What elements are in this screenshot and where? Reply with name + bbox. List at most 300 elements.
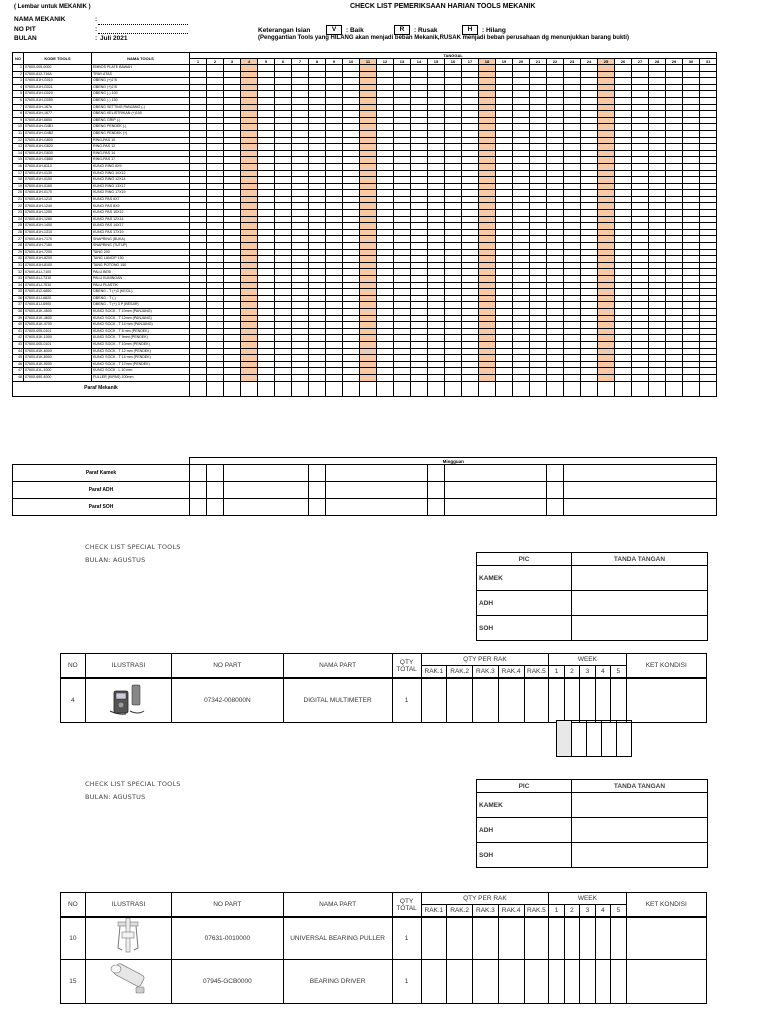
day-check-cell[interactable] <box>700 289 717 296</box>
day-check-cell[interactable] <box>666 256 683 263</box>
day-check-cell[interactable] <box>632 355 649 362</box>
day-check-cell[interactable] <box>513 111 530 118</box>
day-check-cell[interactable] <box>649 322 666 329</box>
day-check-cell[interactable] <box>700 203 717 210</box>
day-check-cell[interactable] <box>224 289 241 296</box>
day-check-cell[interactable] <box>343 269 360 276</box>
rak-cell[interactable] <box>498 917 524 959</box>
day-check-cell[interactable] <box>700 170 717 177</box>
day-check-cell[interactable] <box>547 256 564 263</box>
day-check-cell[interactable] <box>275 183 292 190</box>
week-cell[interactable] <box>595 917 610 959</box>
day-check-cell[interactable] <box>445 137 462 144</box>
day-check-cell[interactable] <box>411 262 428 269</box>
day-check-cell[interactable] <box>258 368 275 375</box>
day-check-cell[interactable] <box>564 177 581 184</box>
day-check-cell[interactable] <box>190 150 207 157</box>
day-check-cell[interactable] <box>530 308 547 315</box>
day-check-cell[interactable] <box>530 111 547 118</box>
day-check-cell[interactable] <box>309 104 326 111</box>
day-check-cell[interactable] <box>564 315 581 322</box>
day-check-cell[interactable] <box>428 322 445 329</box>
day-check-cell[interactable] <box>666 315 683 322</box>
day-check-cell[interactable] <box>462 269 479 276</box>
day-check-cell[interactable] <box>462 289 479 296</box>
day-check-cell[interactable] <box>241 361 258 368</box>
day-check-cell[interactable] <box>598 335 615 342</box>
day-check-cell[interactable] <box>326 104 343 111</box>
day-check-cell[interactable] <box>632 276 649 283</box>
day-check-cell[interactable] <box>564 374 581 381</box>
day-check-cell[interactable] <box>615 328 632 335</box>
day-check-cell[interactable] <box>632 183 649 190</box>
day-check-cell[interactable] <box>666 348 683 355</box>
day-check-cell[interactable] <box>394 223 411 230</box>
day-check-cell[interactable] <box>564 130 581 137</box>
paraf-cell[interactable] <box>530 381 547 396</box>
day-check-cell[interactable] <box>275 262 292 269</box>
day-check-cell[interactable] <box>309 295 326 302</box>
day-check-cell[interactable] <box>428 341 445 348</box>
day-check-cell[interactable] <box>564 170 581 177</box>
day-check-cell[interactable] <box>530 295 547 302</box>
day-check-cell[interactable] <box>666 157 683 164</box>
day-check-cell[interactable] <box>428 170 445 177</box>
day-check-cell[interactable] <box>598 170 615 177</box>
day-check-cell[interactable] <box>581 196 598 203</box>
day-check-cell[interactable] <box>513 368 530 375</box>
day-check-cell[interactable] <box>394 374 411 381</box>
day-check-cell[interactable] <box>649 196 666 203</box>
day-check-cell[interactable] <box>258 91 275 98</box>
day-check-cell[interactable] <box>360 341 377 348</box>
day-check-cell[interactable] <box>598 229 615 236</box>
day-check-cell[interactable] <box>428 190 445 197</box>
day-check-cell[interactable] <box>513 216 530 223</box>
day-check-cell[interactable] <box>275 282 292 289</box>
day-check-cell[interactable] <box>496 65 513 72</box>
day-check-cell[interactable] <box>258 328 275 335</box>
day-check-cell[interactable] <box>258 374 275 381</box>
day-check-cell[interactable] <box>292 236 309 243</box>
week-cell[interactable] <box>549 917 564 959</box>
day-check-cell[interactable] <box>360 84 377 91</box>
day-check-cell[interactable] <box>598 269 615 276</box>
day-check-cell[interactable] <box>326 229 343 236</box>
ket-cell[interactable] <box>626 917 707 959</box>
day-check-cell[interactable] <box>428 117 445 124</box>
week-cell[interactable] <box>564 917 579 959</box>
day-check-cell[interactable] <box>683 71 700 78</box>
day-check-cell[interactable] <box>343 315 360 322</box>
day-check-cell[interactable] <box>547 124 564 131</box>
day-check-cell[interactable] <box>445 229 462 236</box>
day-check-cell[interactable] <box>275 236 292 243</box>
day-check-cell[interactable] <box>496 295 513 302</box>
day-check-cell[interactable] <box>394 322 411 329</box>
day-check-cell[interactable] <box>479 328 496 335</box>
day-check-cell[interactable] <box>666 335 683 342</box>
ket-cell[interactable] <box>626 678 707 722</box>
day-check-cell[interactable] <box>445 157 462 164</box>
day-check-cell[interactable] <box>377 117 394 124</box>
day-check-cell[interactable] <box>275 256 292 263</box>
day-check-cell[interactable] <box>581 203 598 210</box>
week-cell[interactable] <box>580 959 595 1003</box>
day-check-cell[interactable] <box>632 216 649 223</box>
day-check-cell[interactable] <box>496 256 513 263</box>
day-check-cell[interactable] <box>581 348 598 355</box>
day-check-cell[interactable] <box>275 289 292 296</box>
day-check-cell[interactable] <box>190 78 207 85</box>
day-check-cell[interactable] <box>207 361 224 368</box>
day-check-cell[interactable] <box>632 124 649 131</box>
day-check-cell[interactable] <box>258 97 275 104</box>
day-check-cell[interactable] <box>496 71 513 78</box>
day-check-cell[interactable] <box>241 177 258 184</box>
day-check-cell[interactable] <box>564 190 581 197</box>
day-check-cell[interactable] <box>394 183 411 190</box>
day-check-cell[interactable] <box>190 124 207 131</box>
day-check-cell[interactable] <box>258 157 275 164</box>
day-check-cell[interactable] <box>547 335 564 342</box>
day-check-cell[interactable] <box>547 269 564 276</box>
day-check-cell[interactable] <box>581 91 598 98</box>
day-check-cell[interactable] <box>309 276 326 283</box>
day-check-cell[interactable] <box>377 183 394 190</box>
day-check-cell[interactable] <box>309 289 326 296</box>
day-check-cell[interactable] <box>258 111 275 118</box>
day-check-cell[interactable] <box>666 78 683 85</box>
day-check-cell[interactable] <box>479 223 496 230</box>
day-check-cell[interactable] <box>275 269 292 276</box>
day-check-cell[interactable] <box>394 295 411 302</box>
day-check-cell[interactable] <box>360 368 377 375</box>
day-check-cell[interactable] <box>462 170 479 177</box>
day-check-cell[interactable] <box>581 71 598 78</box>
signature-cell[interactable] <box>445 499 547 516</box>
day-check-cell[interactable] <box>190 322 207 329</box>
day-check-cell[interactable] <box>258 65 275 72</box>
day-check-cell[interactable] <box>309 78 326 85</box>
day-check-cell[interactable] <box>564 276 581 283</box>
day-check-cell[interactable] <box>547 328 564 335</box>
day-check-cell[interactable] <box>207 203 224 210</box>
day-check-cell[interactable] <box>496 144 513 151</box>
day-check-cell[interactable] <box>700 229 717 236</box>
day-check-cell[interactable] <box>360 65 377 72</box>
paraf-cell[interactable] <box>190 381 207 396</box>
signature-cell[interactable] <box>190 482 207 499</box>
day-check-cell[interactable] <box>428 144 445 151</box>
day-check-cell[interactable] <box>547 190 564 197</box>
day-check-cell[interactable] <box>190 97 207 104</box>
day-check-cell[interactable] <box>275 71 292 78</box>
day-check-cell[interactable] <box>411 170 428 177</box>
signature-cell[interactable] <box>224 482 309 499</box>
day-check-cell[interactable] <box>224 97 241 104</box>
day-check-cell[interactable] <box>615 203 632 210</box>
day-check-cell[interactable] <box>326 177 343 184</box>
day-check-cell[interactable] <box>445 355 462 362</box>
day-check-cell[interactable] <box>598 84 615 91</box>
day-check-cell[interactable] <box>530 190 547 197</box>
day-check-cell[interactable] <box>190 256 207 263</box>
day-check-cell[interactable] <box>428 137 445 144</box>
day-check-cell[interactable] <box>292 295 309 302</box>
day-check-cell[interactable] <box>190 295 207 302</box>
day-check-cell[interactable] <box>428 104 445 111</box>
day-check-cell[interactable] <box>462 315 479 322</box>
day-check-cell[interactable] <box>428 276 445 283</box>
day-check-cell[interactable] <box>530 282 547 289</box>
day-check-cell[interactable] <box>428 196 445 203</box>
day-check-cell[interactable] <box>190 210 207 217</box>
day-check-cell[interactable] <box>309 117 326 124</box>
day-check-cell[interactable] <box>224 91 241 98</box>
day-check-cell[interactable] <box>394 203 411 210</box>
day-check-cell[interactable] <box>700 348 717 355</box>
day-check-cell[interactable] <box>632 348 649 355</box>
day-check-cell[interactable] <box>326 190 343 197</box>
paraf-cell[interactable] <box>462 381 479 396</box>
day-check-cell[interactable] <box>649 104 666 111</box>
day-check-cell[interactable] <box>207 328 224 335</box>
day-check-cell[interactable] <box>700 335 717 342</box>
signature-cell[interactable] <box>309 482 326 499</box>
day-check-cell[interactable] <box>683 269 700 276</box>
day-check-cell[interactable] <box>241 91 258 98</box>
day-check-cell[interactable] <box>615 104 632 111</box>
day-check-cell[interactable] <box>547 84 564 91</box>
day-check-cell[interactable] <box>564 368 581 375</box>
day-check-cell[interactable] <box>343 223 360 230</box>
day-check-cell[interactable] <box>564 341 581 348</box>
day-check-cell[interactable] <box>207 130 224 137</box>
day-check-cell[interactable] <box>530 368 547 375</box>
day-check-cell[interactable] <box>615 335 632 342</box>
day-check-cell[interactable] <box>292 203 309 210</box>
day-check-cell[interactable] <box>462 295 479 302</box>
day-check-cell[interactable] <box>462 163 479 170</box>
day-check-cell[interactable] <box>292 276 309 283</box>
day-check-cell[interactable] <box>496 229 513 236</box>
day-check-cell[interactable] <box>190 302 207 309</box>
day-check-cell[interactable] <box>190 196 207 203</box>
day-check-cell[interactable] <box>564 348 581 355</box>
day-check-cell[interactable] <box>411 322 428 329</box>
day-check-cell[interactable] <box>292 335 309 342</box>
day-check-cell[interactable] <box>292 243 309 250</box>
day-check-cell[interactable] <box>632 130 649 137</box>
day-check-cell[interactable] <box>343 368 360 375</box>
day-check-cell[interactable] <box>207 196 224 203</box>
day-check-cell[interactable] <box>445 124 462 131</box>
day-check-cell[interactable] <box>411 223 428 230</box>
day-check-cell[interactable] <box>343 183 360 190</box>
day-check-cell[interactable] <box>530 157 547 164</box>
day-check-cell[interactable] <box>326 196 343 203</box>
day-check-cell[interactable] <box>496 262 513 269</box>
day-check-cell[interactable] <box>496 289 513 296</box>
day-check-cell[interactable] <box>615 348 632 355</box>
paraf-cell[interactable] <box>411 381 428 396</box>
day-check-cell[interactable] <box>343 348 360 355</box>
day-check-cell[interactable] <box>411 144 428 151</box>
day-check-cell[interactable] <box>326 157 343 164</box>
day-check-cell[interactable] <box>360 249 377 256</box>
rak-cell[interactable] <box>421 959 447 1003</box>
day-check-cell[interactable] <box>360 308 377 315</box>
day-check-cell[interactable] <box>445 117 462 124</box>
day-check-cell[interactable] <box>615 341 632 348</box>
day-check-cell[interactable] <box>649 65 666 72</box>
day-check-cell[interactable] <box>360 91 377 98</box>
signature-cell[interactable] <box>564 482 717 499</box>
day-check-cell[interactable] <box>190 111 207 118</box>
day-check-cell[interactable] <box>496 335 513 342</box>
day-check-cell[interactable] <box>513 276 530 283</box>
day-check-cell[interactable] <box>649 97 666 104</box>
day-check-cell[interactable] <box>309 91 326 98</box>
day-check-cell[interactable] <box>343 97 360 104</box>
day-check-cell[interactable] <box>241 322 258 329</box>
day-check-cell[interactable] <box>598 322 615 329</box>
day-check-cell[interactable] <box>700 183 717 190</box>
day-check-cell[interactable] <box>343 256 360 263</box>
day-check-cell[interactable] <box>547 315 564 322</box>
day-check-cell[interactable] <box>394 348 411 355</box>
day-check-cell[interactable] <box>564 249 581 256</box>
day-check-cell[interactable] <box>632 177 649 184</box>
day-check-cell[interactable] <box>598 256 615 263</box>
day-check-cell[interactable] <box>649 177 666 184</box>
day-check-cell[interactable] <box>411 361 428 368</box>
day-check-cell[interactable] <box>700 124 717 131</box>
day-check-cell[interactable] <box>292 355 309 362</box>
day-check-cell[interactable] <box>360 170 377 177</box>
day-check-cell[interactable] <box>309 157 326 164</box>
day-check-cell[interactable] <box>683 163 700 170</box>
day-check-cell[interactable] <box>343 262 360 269</box>
day-check-cell[interactable] <box>394 236 411 243</box>
day-check-cell[interactable] <box>224 216 241 223</box>
day-check-cell[interactable] <box>207 163 224 170</box>
day-check-cell[interactable] <box>700 117 717 124</box>
day-check-cell[interactable] <box>292 71 309 78</box>
day-check-cell[interactable] <box>190 183 207 190</box>
day-check-cell[interactable] <box>513 170 530 177</box>
day-check-cell[interactable] <box>207 91 224 98</box>
day-check-cell[interactable] <box>462 150 479 157</box>
day-check-cell[interactable] <box>360 203 377 210</box>
day-check-cell[interactable] <box>224 361 241 368</box>
day-check-cell[interactable] <box>564 104 581 111</box>
day-check-cell[interactable] <box>258 269 275 276</box>
day-check-cell[interactable] <box>241 236 258 243</box>
day-check-cell[interactable] <box>496 196 513 203</box>
day-check-cell[interactable] <box>598 111 615 118</box>
day-check-cell[interactable] <box>207 137 224 144</box>
day-check-cell[interactable] <box>360 328 377 335</box>
day-check-cell[interactable] <box>241 117 258 124</box>
day-check-cell[interactable] <box>649 137 666 144</box>
day-check-cell[interactable] <box>462 177 479 184</box>
day-check-cell[interactable] <box>258 78 275 85</box>
day-check-cell[interactable] <box>513 335 530 342</box>
day-check-cell[interactable] <box>360 78 377 85</box>
day-check-cell[interactable] <box>683 157 700 164</box>
day-check-cell[interactable] <box>445 361 462 368</box>
day-check-cell[interactable] <box>445 256 462 263</box>
day-check-cell[interactable] <box>462 130 479 137</box>
day-check-cell[interactable] <box>394 282 411 289</box>
day-check-cell[interactable] <box>343 355 360 362</box>
day-check-cell[interactable] <box>530 65 547 72</box>
day-check-cell[interactable] <box>445 308 462 315</box>
day-check-cell[interactable] <box>632 65 649 72</box>
day-check-cell[interactable] <box>224 368 241 375</box>
day-check-cell[interactable] <box>207 341 224 348</box>
day-check-cell[interactable] <box>598 355 615 362</box>
day-check-cell[interactable] <box>394 177 411 184</box>
day-check-cell[interactable] <box>309 163 326 170</box>
day-check-cell[interactable] <box>683 196 700 203</box>
day-check-cell[interactable] <box>377 282 394 289</box>
day-check-cell[interactable] <box>377 368 394 375</box>
day-check-cell[interactable] <box>462 282 479 289</box>
day-check-cell[interactable] <box>513 117 530 124</box>
day-check-cell[interactable] <box>377 163 394 170</box>
day-check-cell[interactable] <box>258 104 275 111</box>
day-check-cell[interactable] <box>530 137 547 144</box>
day-check-cell[interactable] <box>292 137 309 144</box>
day-check-cell[interactable] <box>615 130 632 137</box>
day-check-cell[interactable] <box>666 163 683 170</box>
day-check-cell[interactable] <box>326 203 343 210</box>
day-check-cell[interactable] <box>683 295 700 302</box>
day-check-cell[interactable] <box>683 229 700 236</box>
day-check-cell[interactable] <box>377 223 394 230</box>
day-check-cell[interactable] <box>683 302 700 309</box>
day-check-cell[interactable] <box>275 355 292 362</box>
day-check-cell[interactable] <box>564 308 581 315</box>
day-check-cell[interactable] <box>377 322 394 329</box>
week-sign-cell[interactable] <box>617 721 632 757</box>
day-check-cell[interactable] <box>394 104 411 111</box>
day-check-cell[interactable] <box>207 348 224 355</box>
day-check-cell[interactable] <box>326 269 343 276</box>
paraf-cell[interactable] <box>598 381 615 396</box>
day-check-cell[interactable] <box>683 361 700 368</box>
day-check-cell[interactable] <box>649 256 666 263</box>
day-check-cell[interactable] <box>326 71 343 78</box>
day-check-cell[interactable] <box>649 295 666 302</box>
day-check-cell[interactable] <box>190 269 207 276</box>
day-check-cell[interactable] <box>394 190 411 197</box>
day-check-cell[interactable] <box>547 196 564 203</box>
day-check-cell[interactable] <box>445 249 462 256</box>
day-check-cell[interactable] <box>496 183 513 190</box>
day-check-cell[interactable] <box>632 328 649 335</box>
paraf-cell[interactable] <box>241 381 258 396</box>
day-check-cell[interactable] <box>666 104 683 111</box>
day-check-cell[interactable] <box>292 130 309 137</box>
day-check-cell[interactable] <box>207 190 224 197</box>
day-check-cell[interactable] <box>309 282 326 289</box>
paraf-cell[interactable] <box>581 381 598 396</box>
day-check-cell[interactable] <box>615 276 632 283</box>
